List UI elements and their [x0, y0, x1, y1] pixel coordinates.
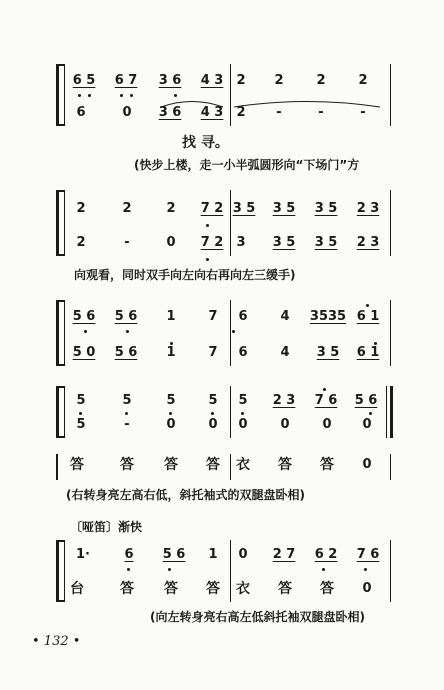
note: 0: [362, 417, 372, 432]
score-system-3: [64, 300, 396, 366]
note: 2 3: [272, 393, 296, 408]
octave-dot: [88, 94, 91, 97]
note: 2: [122, 201, 132, 216]
note: 4 3: [200, 105, 224, 120]
percussion-syllable: 台: [70, 581, 84, 597]
octave-dot: [322, 568, 325, 571]
note: 5: [76, 417, 86, 432]
percussion-syllable: 0: [362, 457, 372, 472]
note: 2: [76, 235, 86, 250]
octave-dot: [125, 412, 128, 415]
note: 5: [238, 393, 248, 408]
note: 2: [236, 105, 246, 120]
note: 5 0: [72, 345, 96, 360]
score-system-5: [64, 540, 396, 602]
slur: [232, 98, 382, 108]
note: 3 6: [158, 73, 182, 88]
note: 0: [166, 235, 176, 250]
bottom-voice: [64, 416, 396, 438]
note: 6 5: [72, 73, 96, 88]
octave-dot: [211, 412, 214, 415]
octave-dot: [78, 94, 81, 97]
octave-dot: [79, 412, 82, 415]
page-number: • 132 •: [32, 634, 81, 649]
note: 3 5: [272, 235, 296, 250]
barline: [230, 454, 231, 480]
percussion-voice: [64, 580, 396, 602]
percussion-syllable: 答: [164, 457, 178, 473]
note: -: [124, 417, 130, 432]
note: 3 6: [158, 105, 182, 120]
note: 5 6: [72, 309, 96, 324]
octave-dot: [120, 94, 123, 97]
percussion-syllable: 答: [206, 581, 220, 597]
note: 6: [238, 345, 248, 360]
note: 1: [166, 309, 176, 324]
note: 3 5: [316, 345, 340, 360]
note: 3 5: [314, 235, 338, 250]
stage-direction: (快步上楼，走一小半弧圆形向“下场门”方: [134, 158, 360, 172]
note: 3 5: [272, 201, 296, 216]
note: 2: [236, 73, 246, 88]
octave-dot: [366, 304, 369, 307]
top-voice: [64, 200, 396, 222]
note: 5: [122, 393, 132, 408]
slur: [159, 98, 225, 108]
percussion-syllable: 衣: [236, 581, 250, 597]
note: 5 6: [354, 393, 378, 408]
percussion-syllable: 0: [362, 581, 372, 596]
octave-dot: [168, 568, 171, 571]
note: 0: [238, 547, 248, 562]
percussion-syllable: 答: [70, 457, 84, 473]
barline-end: [390, 454, 391, 480]
note: 6 2: [314, 547, 338, 562]
score-system-2: [64, 190, 396, 256]
note: 7 6: [356, 547, 380, 562]
note: 1: [166, 345, 176, 360]
percussion-syllable: 答: [278, 457, 292, 473]
note: 2 3: [356, 201, 380, 216]
note: 3 5: [232, 201, 256, 216]
note: 0: [322, 417, 332, 432]
top-voice: [64, 546, 396, 568]
octave-dot: [169, 412, 172, 415]
octave-dot: [206, 258, 209, 261]
note: 1·: [76, 547, 90, 562]
note: 5: [76, 393, 86, 408]
system-bracket: [56, 454, 64, 480]
note: -: [360, 105, 366, 120]
note: 4: [280, 309, 290, 324]
note: 1: [208, 547, 218, 562]
score-system-4: [64, 386, 396, 438]
note: 3535: [309, 309, 347, 324]
octave-dot: [170, 342, 173, 345]
percussion-syllable: 答: [320, 457, 334, 473]
note: 6 7: [114, 73, 138, 88]
top-voice: [64, 72, 396, 94]
note: 2 7: [272, 547, 296, 562]
note: 0: [208, 417, 218, 432]
note: 6: [124, 547, 134, 562]
octave-dot: [232, 330, 235, 333]
stage-direction: (右转身亮左高右低，斜托袖式的双腿盘卧相): [66, 488, 305, 502]
octave-dot: [130, 94, 133, 97]
octave-dot: [84, 330, 87, 333]
note: 2: [76, 201, 86, 216]
note: 5 6: [162, 547, 186, 562]
note: 6 1: [356, 309, 380, 324]
stage-direction: 向观看，同时双手向左向右再向左三缓手): [74, 268, 296, 282]
note: 6: [76, 105, 86, 120]
note: 0: [238, 417, 248, 432]
note: -: [318, 105, 324, 120]
note: 3: [236, 235, 246, 250]
note: 4 3: [200, 73, 224, 88]
octave-dot: [127, 568, 130, 571]
note: 0: [166, 417, 176, 432]
note: 2: [274, 73, 284, 88]
lyric: 找 寻。: [182, 135, 229, 151]
note: 7: [208, 345, 218, 360]
percussion-syllable: 答: [206, 457, 220, 473]
octave-dot: [206, 224, 209, 227]
note: -: [124, 235, 130, 250]
note: 2: [166, 201, 176, 216]
bottom-voice: [64, 344, 396, 366]
octave-dot: [174, 94, 177, 97]
percussion-row: [64, 454, 396, 480]
note: 7 6: [314, 393, 338, 408]
note: 2: [358, 73, 368, 88]
note: 4: [280, 345, 290, 360]
score-system-1: [64, 64, 396, 126]
octave-dot: [241, 412, 244, 415]
note: 5 6: [114, 309, 138, 324]
percussion-syllable: 答: [320, 581, 334, 597]
note: 6: [238, 309, 248, 324]
note: 6 1: [356, 345, 380, 360]
note: 2 3: [356, 235, 380, 250]
octave-dot: [323, 388, 326, 391]
top-voice: [64, 392, 396, 414]
octave-dot: [126, 330, 129, 333]
octave-dot: [369, 412, 372, 415]
top-voice: [64, 308, 396, 330]
note: 3 5: [314, 201, 338, 216]
octave-dot: [364, 568, 367, 571]
note: -: [276, 105, 282, 120]
bottom-voice: [64, 234, 396, 256]
instrument-cue: 〔哑笛〕渐快: [70, 520, 143, 534]
percussion-syllable: 答: [120, 457, 134, 473]
note: 0: [122, 105, 132, 120]
octave-dot: [374, 342, 377, 345]
note: 5 6: [114, 345, 138, 360]
note: 7 2: [200, 235, 224, 250]
note: 5: [166, 393, 176, 408]
percussion-syllable: 答: [120, 581, 134, 597]
note: 0: [280, 417, 290, 432]
stage-direction: (向左转身亮右高左低斜托袖双腿盘卧相): [150, 610, 365, 624]
percussion-syllable: 答: [278, 581, 292, 597]
percussion-syllable: 答: [164, 581, 178, 597]
note: 7 2: [200, 201, 224, 216]
note: 5: [208, 393, 218, 408]
note: 7: [208, 309, 218, 324]
note: 2: [316, 73, 326, 88]
percussion-syllable: 衣: [236, 457, 250, 473]
